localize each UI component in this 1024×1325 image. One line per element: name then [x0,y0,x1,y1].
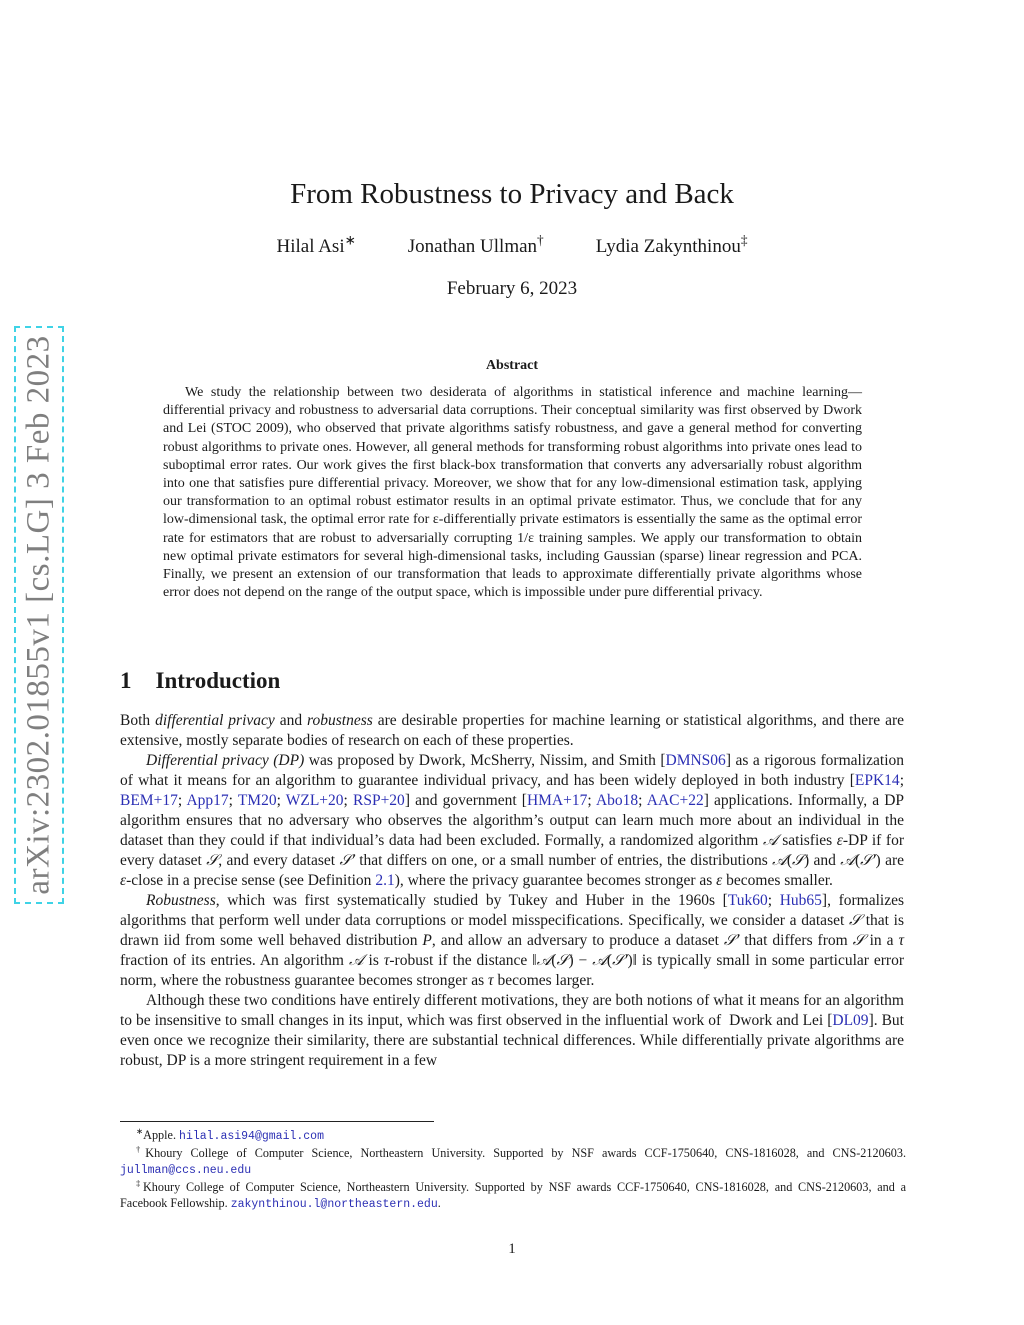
citation-link[interactable]: App17 [186,792,229,809]
citation-link[interactable]: DL09 [832,1012,869,1029]
footnote: †Khoury College of Computer Science, Northeastern University. Supported by NSF awards CCF-1750640, CNS-1816028, and CNS-2120603. jullman@ccs.neu.edu [120,1143,906,1177]
citation-link[interactable]: HMA+17 [526,792,588,809]
paper-date: February 6, 2023 [446,278,578,299]
paragraph: Robustness, which was first systematically studied by Tukey and Huber in the 1960s [Tuk60; Hub65], formalizes algorithms that perform well under data corruptions or model misspecifications. Specifically, we consider a dataset 𝒮 that is drawn iid from some well behaved distribution P, and allow an adversary to produce a dataset 𝒮′ that differs from 𝒮 in a τ fraction of its entries. An algorithm 𝒜 is τ-robust if the distance ‖𝒜(𝒮) − 𝒜(𝒮′)‖ is typically small in some particular error norm, where the robustness guarantee becomes stronger as τ becomes larger. [120,892,905,989]
citation-link[interactable]: WZL+20 [285,792,344,809]
footnote-rule [120,1121,434,1122]
paper-title: From Robustness to Privacy and Back [290,178,734,210]
citation-link[interactable]: DMNS06 [665,752,726,769]
footnotes [120,1127,906,1213]
abstract-text: We study the relationship between two desiderata of algorithms in statistical inference and machine learning—differential privacy and robustness to adversarial data corruptions. Their conceptual similarity was first observed by Dwork and Lei (STOC 2009), who observed that private algorithms satisfy robustness, and gave a general method for converting robust algorithms to private ones. However, all general methods for transforming robust algorithms into private ones lead to suboptimal error rates. Our work gives the first black-box transformation that converts any adversarially robust algorithm into one that satisfies pure differential privacy. Moreover, we show that for any low-dimensional estimation task, applying our transformation to an optimal robust estimator results in an optimal private estimator. Thus, we conclude that for any low-dimensional task, the optimal error rate for ε-differentially private estimators is essentially the same as the optimal error rate for estimators that are robust to adversarially corrupting 1/ε training samples. We apply our transformation to obtain new optimal private estimators for several high-dimensional tasks, including Gaussian (sparse) linear regression and PCA. Finally, we present an extension of our transformation that leads to approximate differentially private algorithms whose error does not depend on the range of the output space, which is impossible under pure differential privacy. [163,385,862,601]
intro-body [120,711,904,1071]
author: Hilal Asi∗ [276,232,356,257]
arxiv-stamp [14,326,64,904]
author: Lydia Zakynthinou‡ [595,232,748,257]
email-link[interactable]: hilal.asi94@gmail.com [179,1130,324,1143]
citation-link[interactable]: RSP+20 [352,792,405,809]
citation-link[interactable]: Hub65 [779,892,822,909]
footnote: ∗Apple. hilal.asi94@gmail.com [136,1125,324,1143]
section-heading [120,668,280,694]
citation-link[interactable]: TM20 [237,792,277,809]
email-link[interactable]: jullman@ccs.neu.edu [120,1164,252,1177]
page-number: 1 [508,1241,516,1257]
paragraph: Both differential privacy and robustness are desirable properties for machine learning or statistical algorithms, and there are extensive, mostly separate bodies of research on each of these properties. [120,712,904,749]
citation-link[interactable]: AAC+22 [646,792,704,809]
citation-link[interactable]: Abo18 [595,792,639,809]
arxiv-id: arXiv:2302.01855v1 [cs.LG] 3 Feb 2023 [20,335,57,895]
footnote: ‡Khoury College of Computer Science, Northeastern University. Supported by NSF awards CCF-1750640, CNS-1816028, and CNS-2120603, and a Facebook Fellowship. zakynthinou.l@northeastern.edu. [120,1177,906,1211]
citation-link[interactable]: Tuk60 [727,892,768,909]
citation-link[interactable]: BEM+17 [120,792,178,809]
definition-link[interactable]: 2.1 [375,872,395,889]
paragraph: Although these two conditions have entirely different motivations, they are both notions of what it means for an algorithm to be insensitive to small changes in its input, which was first observed in the influential work of Dwork and Lei [DL09]. But even once we recognize their similarity, there are substantial technical differences. While differentially private algorithms are robust, DP is a more stringent requirement in a few [120,992,904,1069]
abstract-heading: Abstract [485,358,539,373]
email-link[interactable]: zakynthinou.l@northeastern.edu [230,1198,438,1211]
author-list [0,232,1024,258]
citation-link[interactable]: EPK14 [854,772,900,789]
section-title: Introduction [155,668,281,693]
paragraph: Differential privacy (DP) was proposed by Dwork, McSherry, Nissim, and Smith [DMNS06] as a rigorous formalization of what it means for an algorithm to guarantee individual privacy, and has been widely deployed in both industry [EPK14; BEM+17; App17; TM20; WZL+20; RSP+20] and government [HMA+17; Abo18; AAC+22] applications. Informally, a DP algorithm ensures that no adversary who observes the algorithm’s output can learn much more about an individual in the dataset than they could if that individual’s data had been excluded. Formally, a randomized algorithm 𝒜 satisfies ε-DP if for every dataset 𝒮, and every dataset 𝒮′ that differs on one, or a small number of entries, the distributions 𝒜(𝒮) and 𝒜(𝒮′) are ε-close in a precise sense (see Definition 2.1), where the privacy guarantee becomes stronger as ε becomes smaller. [120,752,905,889]
author: Jonathan Ullman† [407,232,544,257]
section-number: 1 [120,668,132,693]
